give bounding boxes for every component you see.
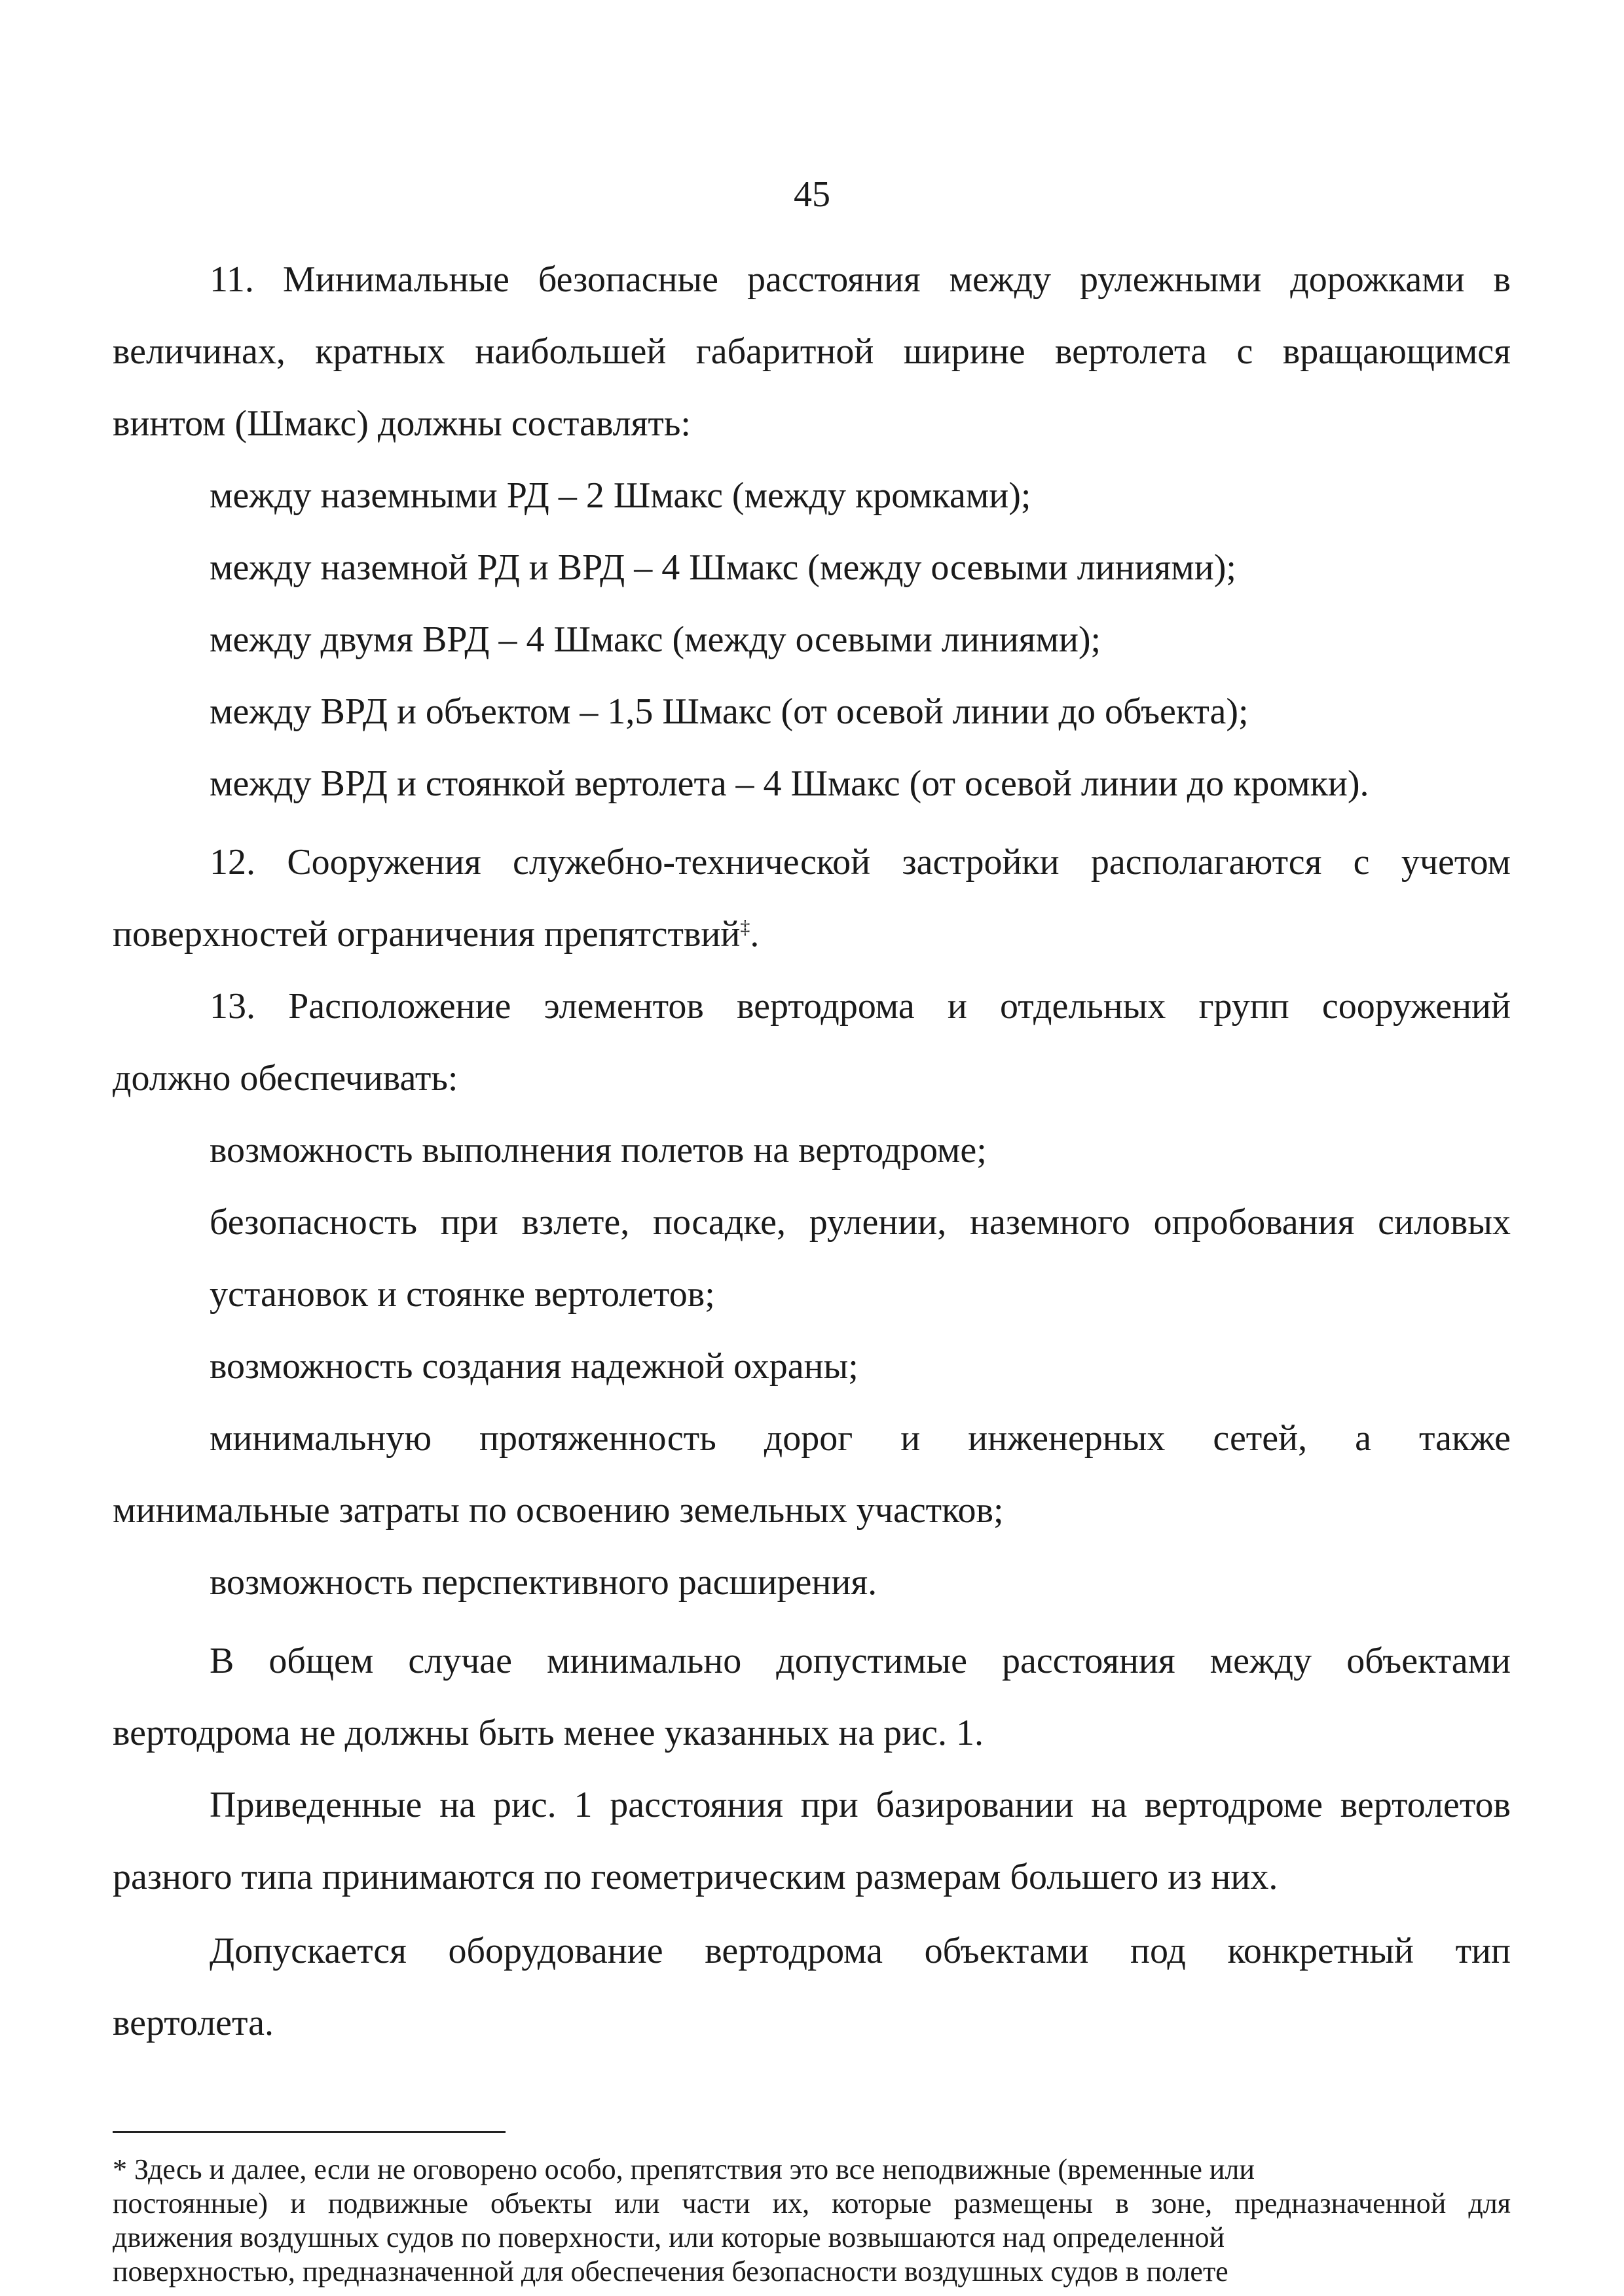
paragraph-13-line-2: должно обеспечивать: — [113, 1058, 458, 1099]
list-item-air-taxiway-object: между ВРД и объектом – 1,5 Шмакс (от осевой линии до объекта); — [210, 691, 1249, 732]
list-item-flights: возможность выполнения полетов на вертодроме; — [210, 1130, 987, 1171]
paragraph-equipment-line-2: вертолета. — [113, 2003, 274, 2043]
list-item-ground-and-air-taxiway: между наземной РД и ВРД – 4 Шмакс (между осевыми линиями); — [210, 547, 1236, 588]
list-item-two-air-taxiways: между двумя ВРД – 4 Шмакс (между осевыми линиями); — [210, 619, 1101, 660]
footnote-line-1: * Здесь и далее, если не оговорено особо, препятствия это все неподвижные (временные или — [113, 2153, 1255, 2185]
paragraph-13-line-1: 13. Расположение элементов вертодрома и отдельных групп сооружений — [210, 986, 1511, 1027]
paragraph-11-line-2: величинах, кратных наибольшей габаритной ширине вертолета с вращающимся — [113, 331, 1511, 372]
paragraph-12-text: поверхностей ограничения препятствий — [113, 914, 741, 955]
footnote-marker: ‡ — [740, 916, 750, 938]
list-item-expansion: возможность перспективного расширения. — [210, 1562, 877, 1603]
paragraph-12-line-1: 12. Сооружения служебно-технической застройки располагаются с учетом — [210, 842, 1511, 883]
footnote-line-3: движения воздушных судов по поверхности, или которые возвышаются над определенной — [113, 2221, 1225, 2253]
list-item-safety-line-1: безопасность при взлете, посадке, рулении, наземного опробования силовых — [210, 1202, 1511, 1243]
paragraph-11-line-3: винтом (Шмакс) должны составлять: — [113, 403, 691, 444]
list-item-roads-line-1: минимальную протяженность дорог и инженерных сетей, а также — [210, 1418, 1511, 1459]
paragraph-general-line-1: В общем случае минимально допустимые расстояния между объектами — [210, 1641, 1511, 1681]
list-item-ground-taxiways: между наземными РД – 2 Шмакс (между кромками); — [210, 475, 1031, 516]
paragraph-distances-line-2: разного типа принимаются по геометрическим размерам большего из них. — [113, 1857, 1278, 1897]
footnote-divider — [113, 2131, 506, 2133]
paragraph-12-period: . — [750, 914, 760, 955]
paragraph-equipment-line-1: Допускается оборудование вертодрома объектами под конкретный тип — [210, 1931, 1511, 1971]
page-number: 45 — [794, 174, 830, 215]
paragraph-distances-line-1: Приведенные на рис. 1 расстояния при базировании на вертодроме вертолетов — [210, 1785, 1511, 1825]
footnote-line-4: поверхностью, предназначенной для обеспечения безопасности воздушных судов в полете — [113, 2255, 1228, 2287]
footnote-line-2: постоянные) и подвижные объекты или части их, которые размещены в зоне, предназначенной для — [113, 2187, 1511, 2219]
list-item-air-taxiway-stand: между ВРД и стоянкой вертолета – 4 Шмакс (от осевой линии до кромки). — [210, 763, 1369, 804]
list-item-roads-line-2: минимальные затраты по освоению земельных участков; — [113, 1490, 1004, 1531]
paragraph-12-line-2 — [113, 911, 1511, 957]
list-item-safety-line-2: установок и стоянке вертолетов; — [210, 1274, 715, 1315]
paragraph-general-line-2: вертодрома не должны быть менее указанных на рис. 1. — [113, 1713, 984, 1753]
list-item-security: возможность создания надежной охраны; — [210, 1346, 858, 1387]
paragraph-11-line-1: 11. Минимальные безопасные расстояния между рулежными дорожками в — [210, 259, 1511, 300]
